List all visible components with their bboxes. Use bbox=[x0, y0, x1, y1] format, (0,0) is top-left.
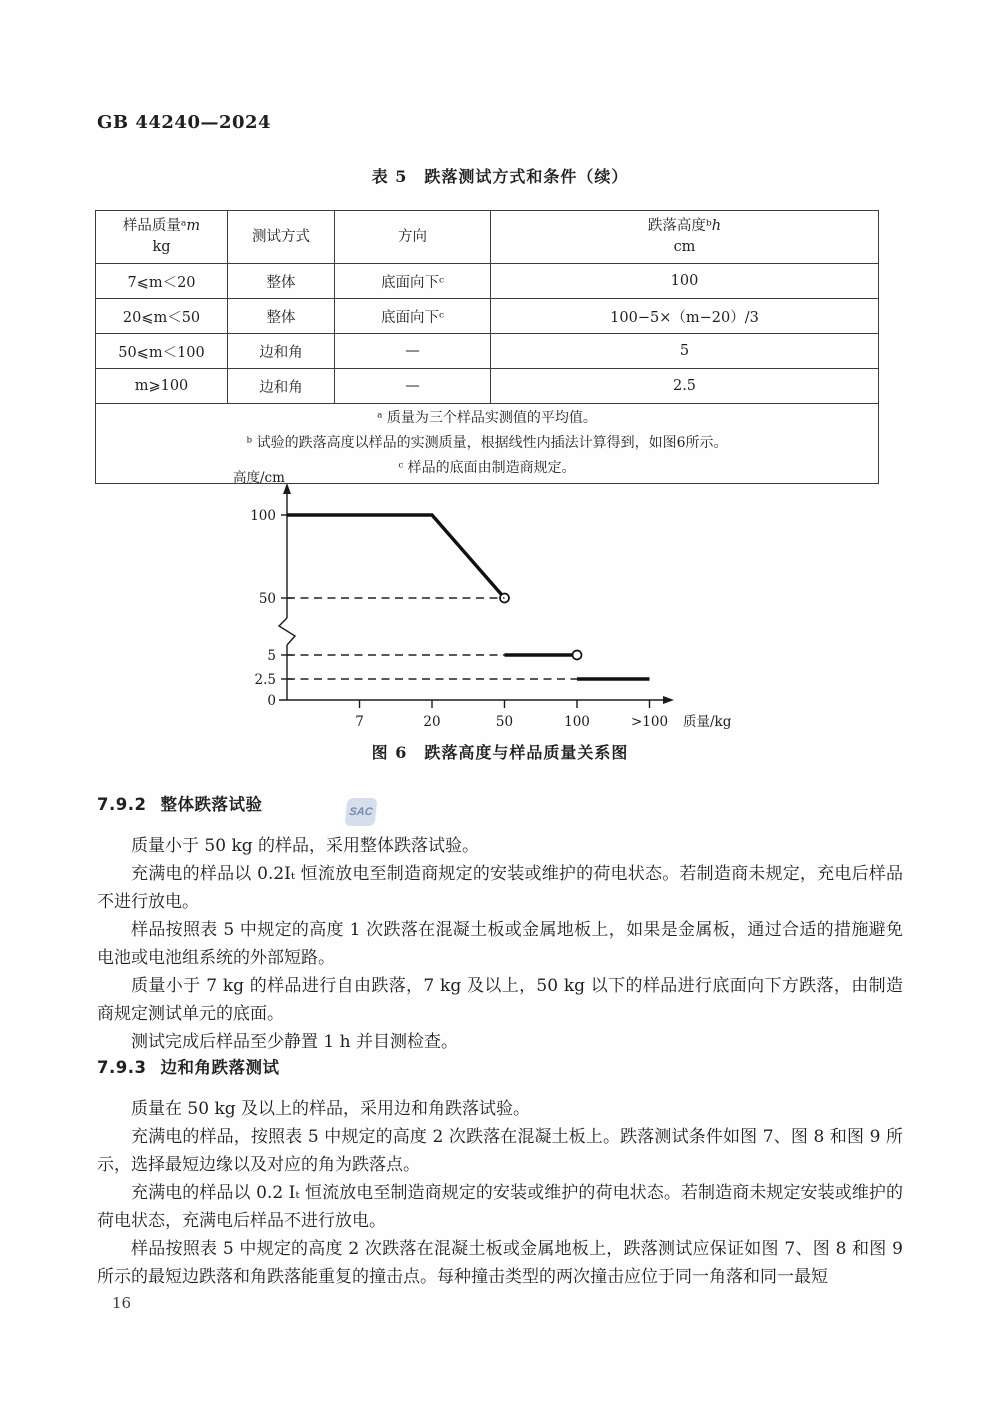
figure-caption: 图 6 跌落高度与样品质量关系图 bbox=[371, 743, 629, 762]
paragraph: 样品按照表 5 中规定的高度 2 次跌落在混凝土板或金属地板上，跌落测试应保证如图 7、图 8 和图 9 所示的最短边跌落和角跌落能重复的撞击点。每种撞击类型的两次撞击应位于同一角落和同一最短 bbox=[97, 1239, 903, 1287]
drop-test-table bbox=[95, 210, 879, 484]
svg-text:50: 50 bbox=[495, 714, 514, 730]
svg-text:50: 50 bbox=[258, 591, 276, 607]
paragraph: 测试完成后样品至少静置 1 h 并目测检查。 bbox=[131, 1032, 458, 1052]
paragraph: 质量小于 50 kg 的样品，采用整体跌落试验。 bbox=[131, 836, 480, 856]
section-7-9-3 bbox=[97, 1056, 903, 1291]
section-heading bbox=[97, 1056, 903, 1080]
section-heading bbox=[97, 793, 903, 817]
paragraph: 充满电的样品，按照表 5 中规定的高度 2 次跌落在混凝土板上。跌落测试条件如图 7、图 8 和图 9 所示，选择最短边缘以及对应的角为跌落点。 bbox=[97, 1127, 903, 1175]
svg-text:质量/kg: 质量/kg bbox=[683, 714, 732, 730]
svg-text:5: 5 bbox=[267, 648, 276, 664]
col-header-height: 跌落高度ᵇh cm bbox=[491, 211, 879, 264]
section-7-9-2 bbox=[97, 793, 903, 1056]
paragraph: 样品按照表 5 中规定的高度 1 次跌落在混凝土板或金属地板上，如果是金属板，通过合适的措施避免电池或电池组系统的外部短路。 bbox=[97, 920, 903, 968]
footnote-b: ᵇ 试验的跌落高度以样品的实测质量，根据线性内插法计算得到，如图6所示。 bbox=[246, 435, 728, 451]
paragraph: 质量小于 7 kg 的样品进行自由跌落，7 kg 及以上，50 kg 以下的样品进行底面向下方跌落，由制造商规定测试单元的底面。 bbox=[97, 976, 903, 1024]
table-title: 表 5 跌落测试方式和条件（续） bbox=[371, 167, 629, 186]
figure-6-chart bbox=[225, 466, 765, 756]
section-number: 7.9.2 bbox=[97, 795, 147, 814]
svg-text:高度/cm: 高度/cm bbox=[233, 470, 285, 486]
svg-text:>100: >100 bbox=[630, 714, 669, 730]
footnote-c: ᶜ 样品的底面由制造商规定。 bbox=[398, 460, 576, 476]
svg-text:20: 20 bbox=[423, 714, 441, 730]
section-title: 边和角跌落测试 bbox=[160, 1058, 280, 1077]
svg-text:100: 100 bbox=[564, 714, 590, 730]
table-row: m⩾100 边和角 — 2.5 bbox=[96, 369, 879, 404]
table-row: 7⩽m＜20 整体 底面向下ᶜ 100 bbox=[96, 264, 879, 299]
section-title: 整体跌落试验 bbox=[160, 795, 263, 814]
svg-text:100: 100 bbox=[250, 508, 276, 524]
svg-text:2.5: 2.5 bbox=[254, 672, 276, 688]
col-header-mass: 样品质量ᵃm kg bbox=[96, 211, 228, 264]
sac-watermark-logo: SAC bbox=[345, 798, 378, 826]
col-header-method: 测试方式 bbox=[228, 211, 335, 264]
svg-text:0: 0 bbox=[267, 693, 276, 709]
table-header-row bbox=[96, 211, 879, 264]
footnote-a: ᵃ 质量为三个样品实测值的平均值。 bbox=[377, 410, 597, 426]
section-number: 7.9.3 bbox=[97, 1058, 147, 1077]
paragraph: 充满电的样品以 0.2Iₜ 恒流放电至制造商规定的安装或维护的荷电状态。若制造商未规定，充电后样品不进行放电。 bbox=[97, 864, 903, 912]
col-header-direction: 方向 bbox=[335, 211, 491, 264]
page-number: 16 bbox=[112, 1294, 132, 1312]
paragraph: 质量在 50 kg 及以上的样品，采用边和角跌落试验。 bbox=[131, 1099, 531, 1119]
svg-text:7: 7 bbox=[355, 714, 364, 730]
standard-code: GB 44240—2024 bbox=[97, 112, 272, 133]
drop-height-vs-mass-plot bbox=[225, 466, 765, 756]
table-row: 20⩽m＜50 整体 底面向下ᶜ 100−5×（m−20）/3 bbox=[96, 299, 879, 334]
paragraph: 充满电的样品以 0.2 Iₜ 恒流放电至制造商规定的安装或维护的荷电状态。若制造商未规定安装或维护的荷电状态，充满电后样品不进行放电。 bbox=[97, 1183, 903, 1231]
table-row: 50⩽m＜100 边和角 — 5 bbox=[96, 334, 879, 369]
